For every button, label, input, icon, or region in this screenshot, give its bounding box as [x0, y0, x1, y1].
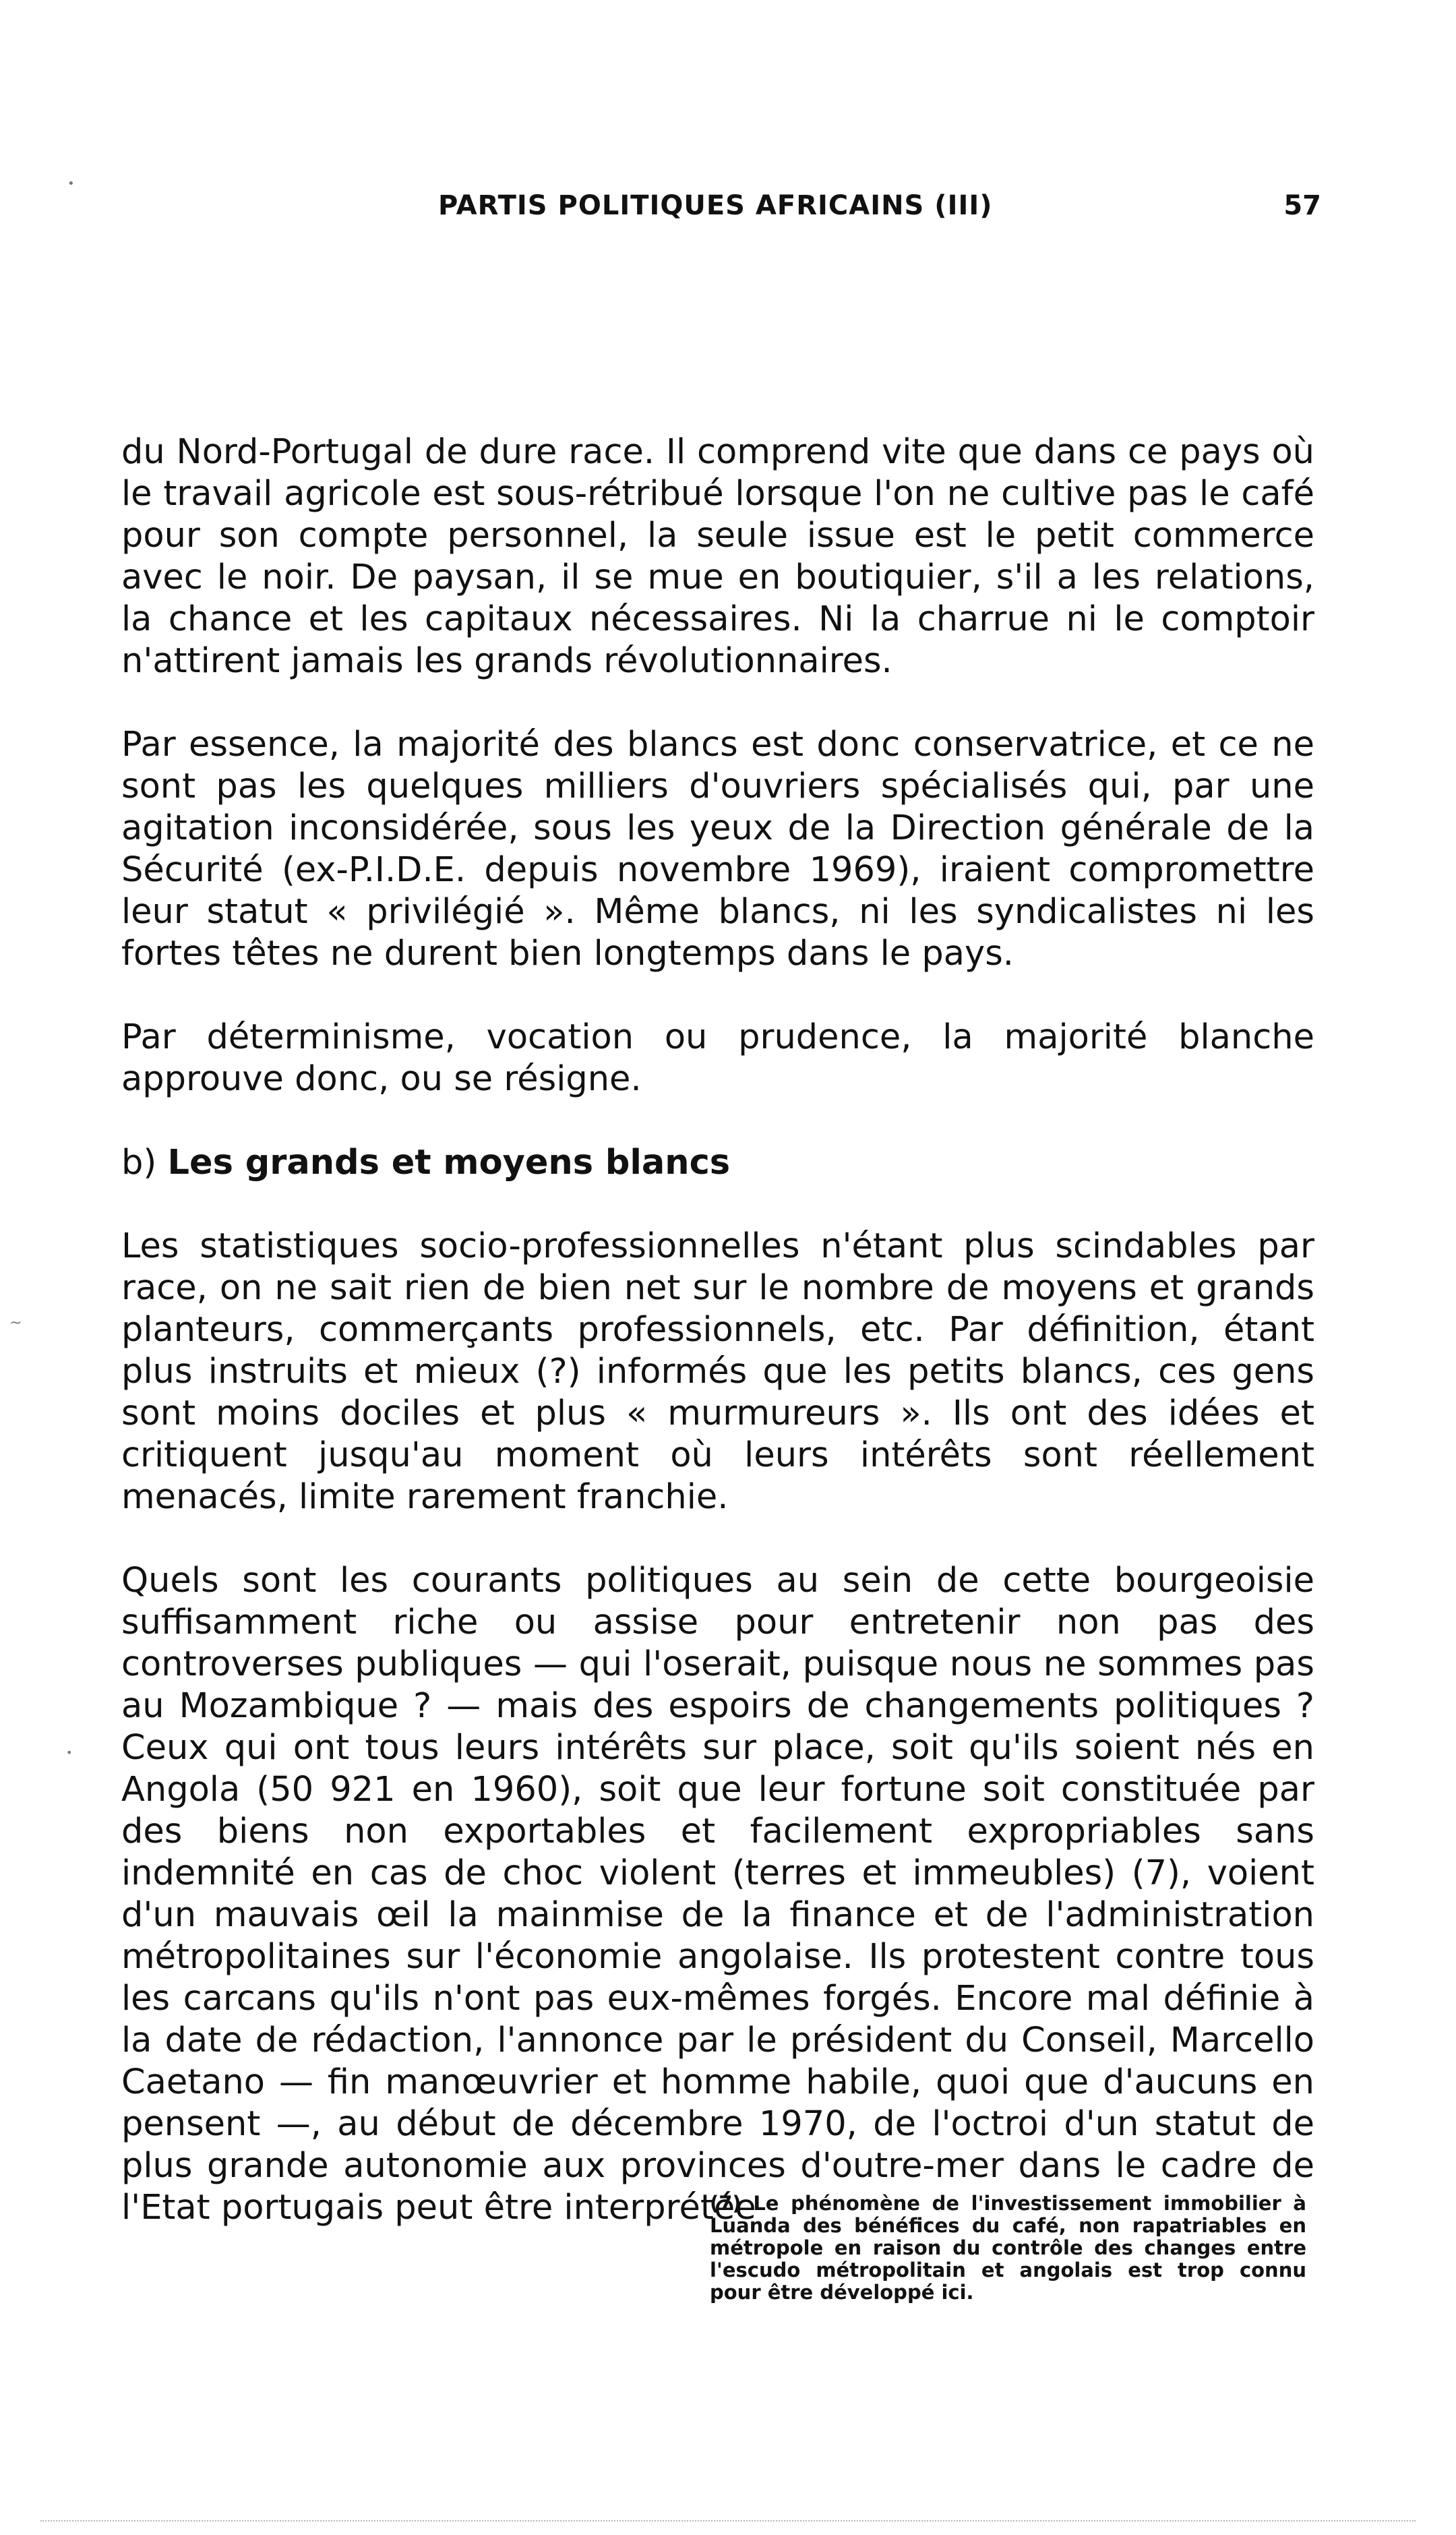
section-subheading [121, 1142, 1314, 1184]
subheading-label: b) [121, 1143, 157, 1183]
margin-speck: ~ [9, 1315, 22, 1332]
paragraph: du Nord-Portugal de dure race. Il comprend vite que dans ce pays où le travail agricole est sous-rétribué lorsque l'on ne cultive pas le café pour son compte personnel, la seule issue est le petit commerce avec le noir. De paysan, il se mue en boutiquier, s'il a les relations, la chance et les capitaux nécessaires. Ni la charrue ni le comptoir n'attirent jamais les grands révolutionnaires. [121, 432, 1314, 681]
paragraph: Quels sont les courants politiques au sein de cette bourgeoisie suffisamment riche ou assise pour entretenir non pas des controverses publiques — qui l'oserait, puisque nous ne sommes pas au Mozambique ? — mais des espoirs de changements politiques ? Ceux qui ont tous leurs intérêts sur place, soit qu'ils soient nés en Angola (50 921 en 1960), soit que leur fortune soit constituée par des biens non exportables et facilement expropriables sans indemnité en cas de choc violent (terres et immeubles) (7), voient d'un mauvais œil la mainmise de la finance et de l'administration métropolitaines sur l'économie angolaise. Ils protestent contre tous les carcans qu'ils n'ont pas eux-mêmes forgés. Encore mal définie à la date de rédaction, l'annonce par le président du Conseil, Marcello Caetano — fin manœuvrier et homme habile, quoi que d'aucuns en pensent —, au début de décembre 1970, de l'octroi d'un statut de plus grande autonomie aux provinces d'outre-mer dans le cadre de l'Etat portugais peut être interprétée [121, 1561, 1314, 2228]
page-number: 57 [1283, 190, 1321, 221]
subheading-title: Les grands et moyens blancs [167, 1143, 731, 1183]
margin-speck: • [67, 177, 75, 191]
body-text [121, 431, 1314, 2271]
paragraph: Par déterminisme, vocation ou prudence, la majorité blanche approuve donc, ou se résigne. [121, 1017, 1314, 1099]
running-head-title: PARTIS POLITIQUES AFRICAINS (III) [438, 190, 993, 221]
scan-edge-rule [40, 2520, 1416, 2522]
paragraph: Les statistiques socio-professionnelles n'étant plus scindables par race, on ne sait rien de bien net sur le nombre de moyens et grands planteurs, commerçants professionnels, etc. Par définition, étant plus instruits et mieux (?) informés que les petits blancs, ces gens sont moins dociles et plus « murmureurs ». Ils ont des idées et critiquent jusqu'au moment où leurs intérêts sont réellement menacés, limite rarement franchie. [121, 1226, 1314, 1517]
margin-speck: • [66, 1746, 73, 1759]
footnote: (7) Le phénomène de l'investissement immobilier à Luanda des bénéfices du café, non rapatriables en métropole en raison du contrôle des changes entre l'escudo métropolitain et angolais est trop connu pour être développé ici. [710, 2192, 1306, 2304]
paragraph: Par essence, la majorité des blancs est donc conservatrice, et ce ne sont pas les quelques milliers d'ouvriers spécialisés qui, par une agitation inconsidérée, sous les yeux de la Direction générale de la Sécurité (ex-P.I.D.E. depuis novembre 1969), iraient compromettre leur statut « privilégié ». Même blancs, ni les syndicalistes ni les fortes têtes ne durent bien longtemps dans le pays. [121, 725, 1314, 974]
running-head [121, 190, 1335, 231]
